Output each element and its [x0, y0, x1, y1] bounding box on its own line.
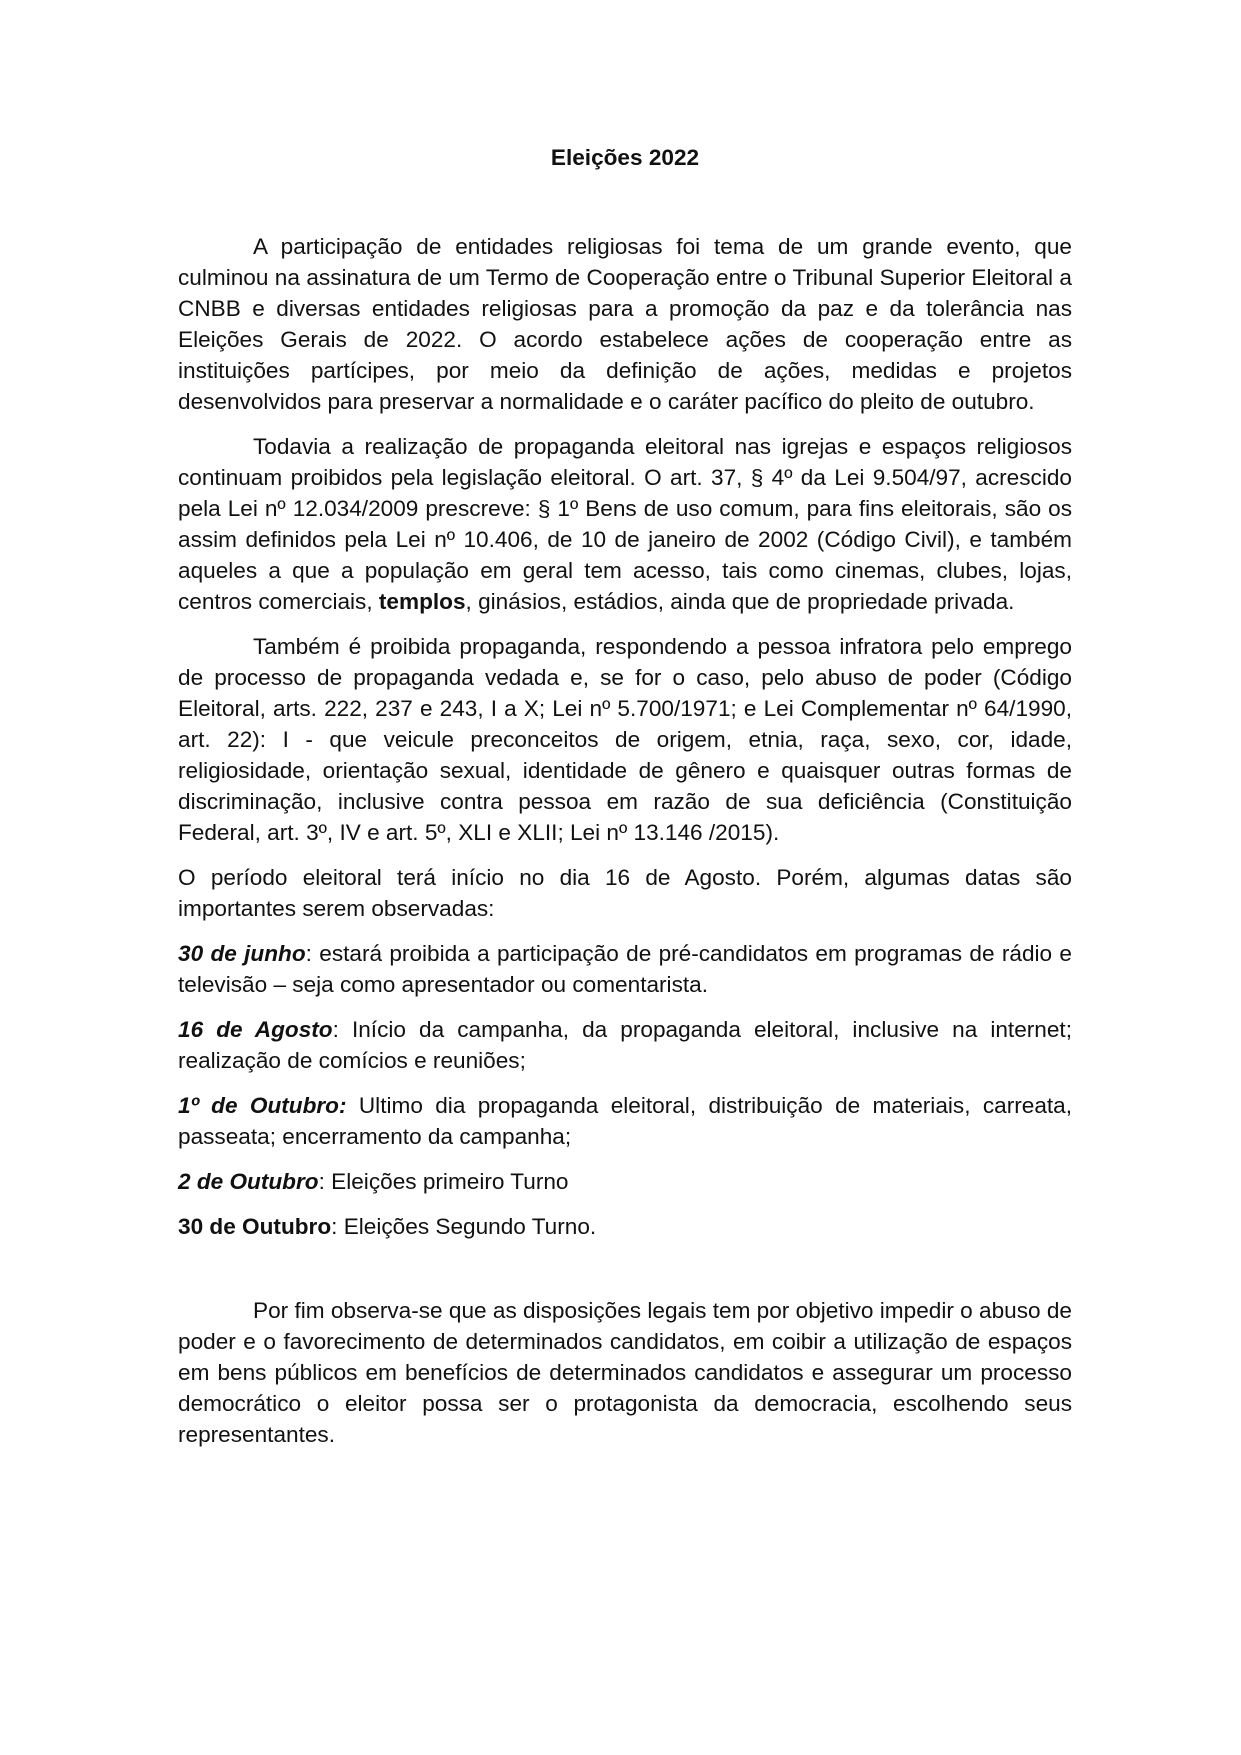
- paragraph-religious-spaces: [178, 431, 1072, 617]
- date-separator: :: [332, 1017, 339, 1042]
- date-item: [178, 938, 1072, 1000]
- document-page: [178, 142, 1072, 1464]
- emphasis-templos: templos: [378, 589, 466, 614]
- paragraph-text: , ginásios, estádios, ainda que de propriedade privada.: [465, 589, 1015, 614]
- date-label: 16 de Agosto: [178, 1017, 333, 1042]
- paragraph-conclusion: Por fim observa-se que as disposições legais tem por objetivo impedir o abuso de poder e o favorecimento de determinados candidatos, em coibir a utilização de espaços em bens públicos em benefícios de determinados candidatos e assegurar um processo democrático o eleitor possa ser o protagonista da democracia, escolhendo seus representantes.: [178, 1298, 1072, 1447]
- date-label: 2 de Outubro: [178, 1169, 319, 1194]
- document-title: Eleições 2022: [550, 145, 700, 170]
- date-description: Eleições Segundo Turno.: [337, 1214, 597, 1239]
- date-separator: :: [305, 941, 312, 966]
- date-description: Ultimo dia propaganda eleitoral, distribuição de materiais, carreata, passeata; encerramento da campanha;: [178, 1093, 1072, 1149]
- paragraph-electoral-period: O período eleitoral terá início no dia 16 de Agosto. Porém, algumas datas são importantes serem observadas:: [178, 865, 1072, 921]
- date-item: [178, 1166, 1072, 1197]
- paragraph-cooperation: A participação de entidades religiosas foi tema de um grande evento, que culminou na assinatura de um Termo de Cooperação entre o Tribunal Superior Eleitoral a CNBB e diversas entidades religiosas para a promoção da paz e da tolerância nas Eleições Gerais de 2022. O acordo estabelece ações de cooperação entre as instituições partícipes, por meio da definição de ações, medidas e projetos desenvolvidos para preservar a normalidade e o caráter pacífico do pleito de outubro.: [178, 234, 1072, 414]
- date-description: estará proibida a participação de pré-candidatos em programas de rádio e televisão – seja como apresentador ou comentarista.: [178, 941, 1072, 997]
- date-item: [178, 1211, 1072, 1242]
- date-item: [178, 1014, 1072, 1076]
- paragraph-text: Todavia a realização de propaganda eleitoral nas igrejas e espaços religiosos continuam proibidos pela legislação eleitoral. O art. 37, § 4º da Lei 9.504/97, acrescido pela Lei nº 12.034/2009 prescreve: § 1º Bens de uso comum, para fins eleitorais, são os assim definidos pela Lei nº 10.406, de 10 de janeiro de 2002 (Código Civil), e também aqueles a que a população em geral tem acesso, tais como cinemas, clubes, lojas, centros comerciais,: [178, 434, 1072, 614]
- date-label: 30 de Outubro: [178, 1214, 332, 1239]
- paragraph-prohibited-propaganda: Também é proibida propaganda, respondendo a pessoa infratora pelo emprego de processo de propaganda vedada e, se for o caso, pelo abuso de poder (Código Eleitoral, arts. 222, 237 e 243, I a X; Lei nº 5.700/1971; e Lei Complementar nº 64/1990, art. 22): I - que veicule preconceitos de origem, etnia, raça, sexo, cor, idade, religiosidade, orientação sexual, identidade de gênero e quaisquer outras formas de discriminação, inclusive contra pessoa em razão de sua deficiência (Constituição Federal, art. 3º, IV e art. 5º, XLI e XLII; Lei nº 13.146 /2015).: [178, 634, 1072, 845]
- date-separator: :: [318, 1169, 325, 1194]
- date-label: 1º de Outubro:: [178, 1093, 347, 1118]
- date-separator: :: [331, 1214, 338, 1239]
- date-label: 30 de junho: [178, 941, 306, 966]
- date-description: Eleições primeiro Turno: [324, 1169, 569, 1194]
- date-description: Início da campanha, da propaganda eleitoral, inclusive na internet; realização de comícios e reuniões;: [178, 1017, 1072, 1073]
- date-item: [178, 1090, 1072, 1152]
